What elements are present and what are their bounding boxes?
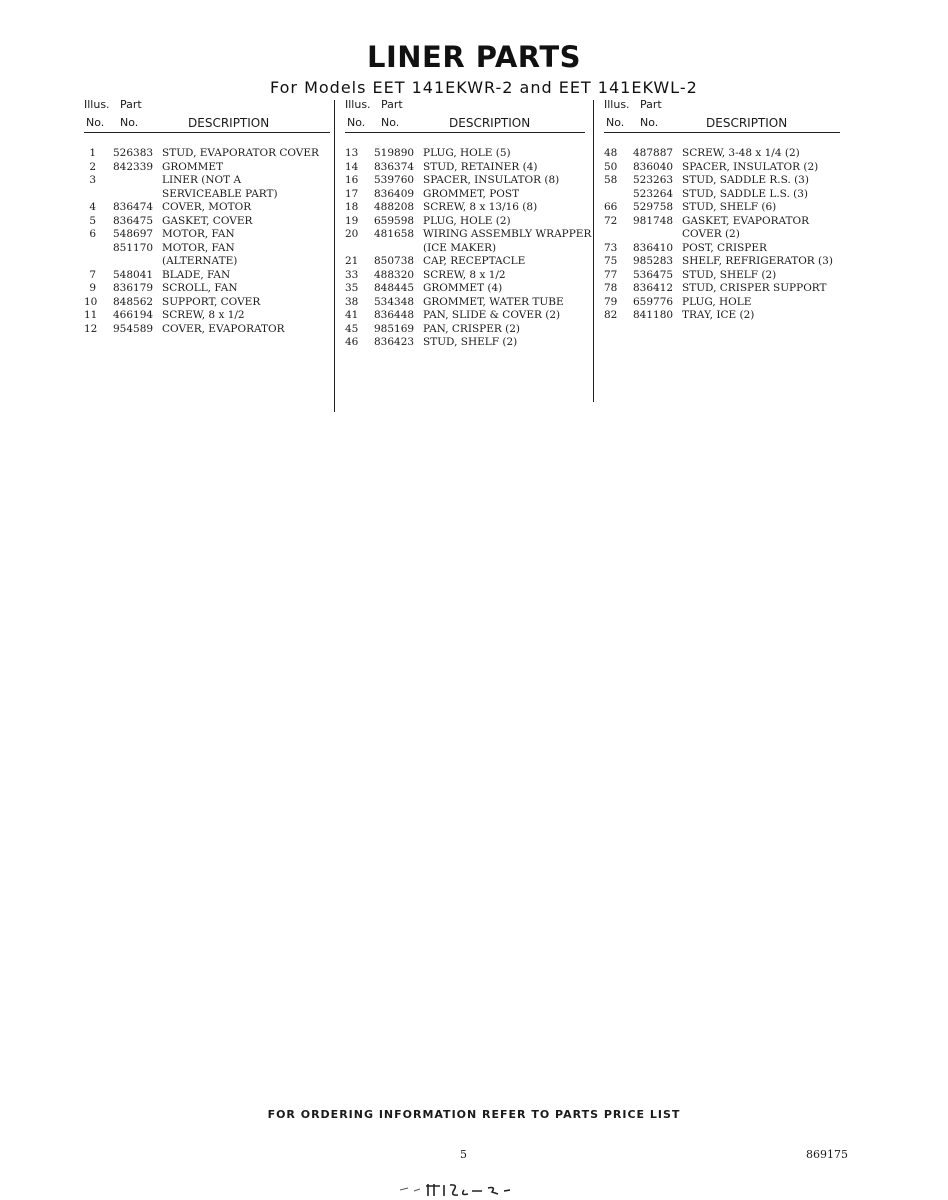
illus-number: 14 xyxy=(345,160,359,173)
parts-row xyxy=(345,282,585,296)
part-description: PAN, SLIDE & COVER (2) xyxy=(423,309,561,321)
parts-row xyxy=(84,201,330,215)
parts-rows xyxy=(84,147,330,336)
part-number: 836040 xyxy=(633,160,674,173)
illus-number: 35 xyxy=(345,282,359,294)
part-description: WIRING ASSEMBLY WRAPPER xyxy=(423,228,592,240)
part-description: PLUG, HOLE (2) xyxy=(423,214,511,227)
part-header-label: Part xyxy=(381,98,403,111)
column-divider xyxy=(334,100,335,412)
part-description: SHELF, REFRIGERATOR (3) xyxy=(682,255,833,267)
illus-number: 72 xyxy=(604,214,618,227)
part-number: 529758 xyxy=(633,201,674,213)
part-description: COVER, EVAPORATOR xyxy=(162,322,285,335)
part-description: MOTOR, FAN xyxy=(162,241,235,254)
illus-number: 5 xyxy=(89,214,96,227)
models-subtitle: For Models EET 141EKWR-2 and EET 141EKWL-2 xyxy=(270,78,698,97)
part-number: 851170 xyxy=(113,241,154,254)
illus-number: 16 xyxy=(345,174,359,186)
part-number: 488208 xyxy=(374,201,415,213)
part-description: STUD, CRISPER SUPPORT xyxy=(682,282,827,294)
parts-row xyxy=(345,336,585,350)
illus-number: 41 xyxy=(345,309,359,321)
illus-number: 20 xyxy=(345,228,359,240)
part-number: 836412 xyxy=(633,282,674,294)
part-description: CAP, RECEPTACLE xyxy=(423,255,526,267)
illus-number: 13 xyxy=(345,147,359,159)
illus-no-header: No. xyxy=(606,116,625,129)
illus-header-label: Illus. xyxy=(345,98,371,111)
part-number: 836475 xyxy=(113,214,154,227)
part-description: PLUG, HOLE (5) xyxy=(423,147,511,159)
parts-row xyxy=(604,201,840,215)
parts-row xyxy=(84,269,330,283)
part-description: SCREW, 8 x 1/2 xyxy=(162,309,245,321)
header-rule xyxy=(84,132,330,133)
part-description: POST, CRISPER xyxy=(682,241,767,254)
parts-row xyxy=(345,309,585,323)
part-description: PAN, CRISPER (2) xyxy=(423,322,521,335)
parts-row xyxy=(604,269,840,283)
illus-number: 77 xyxy=(604,268,618,281)
part-number: 985169 xyxy=(374,322,415,335)
illus-number: 2 xyxy=(89,160,96,173)
parts-row xyxy=(345,269,585,283)
illus-number: 58 xyxy=(604,174,618,186)
parts-row xyxy=(84,228,330,242)
parts-row xyxy=(345,323,585,337)
parts-column-2 xyxy=(345,96,592,350)
part-description: GROMMET, POST xyxy=(423,187,520,200)
illus-no-header: No. xyxy=(347,116,366,129)
part-number: 536475 xyxy=(633,268,674,281)
parts-row xyxy=(84,174,330,188)
part-description: SCREW, 8 x 13/16 (8) xyxy=(423,201,538,213)
part-description: GASKET, EVAPORATOR xyxy=(682,214,810,227)
part-number: 836474 xyxy=(113,201,154,213)
illus-header-label: Illus. xyxy=(604,98,630,111)
part-description: SPACER, INSULATOR (8) xyxy=(423,174,560,186)
part-description: STUD, SADDLE R.S. (3) xyxy=(682,174,809,186)
part-number: 659598 xyxy=(374,214,415,227)
part-no-header: No. xyxy=(120,116,139,129)
illus-number: 11 xyxy=(84,309,98,321)
part-description: STUD, SHELF (6) xyxy=(682,201,777,213)
parts-row xyxy=(84,147,330,161)
part-description: COVER (2) xyxy=(682,228,740,240)
illus-number: 3 xyxy=(89,174,96,186)
part-description: SUPPORT, COVER xyxy=(162,295,261,308)
parts-row xyxy=(84,255,330,269)
parts-column-3 xyxy=(604,96,840,323)
illus-number: 38 xyxy=(345,295,359,308)
illus-number: 75 xyxy=(604,255,618,267)
part-number: 836423 xyxy=(374,336,415,348)
part-number: 836179 xyxy=(113,282,154,294)
part-header-label: Part xyxy=(120,98,142,111)
part-description: STUD, SADDLE L.S. (3) xyxy=(682,187,809,200)
part-description: (ICE MAKER) xyxy=(423,241,497,254)
part-number: 841180 xyxy=(633,309,674,321)
parts-row xyxy=(604,147,840,161)
parts-row xyxy=(604,255,840,269)
part-number: 466194 xyxy=(113,309,154,321)
parts-row xyxy=(345,174,585,188)
parts-row xyxy=(345,228,592,242)
parts-row xyxy=(345,147,585,161)
part-number: 985283 xyxy=(633,255,674,267)
illus-number: 4 xyxy=(89,201,96,213)
illus-number: 79 xyxy=(604,295,618,308)
ordering-note: FOR ORDERING INFORMATION REFER TO PARTS PRICE LIST xyxy=(267,1108,681,1121)
part-number: 836374 xyxy=(374,160,415,173)
part-no-header: No. xyxy=(640,116,659,129)
illus-number: 6 xyxy=(89,228,96,240)
part-description: GROMMET, WATER TUBE xyxy=(423,295,564,308)
parts-row xyxy=(345,161,585,175)
part-description: SCROLL, FAN xyxy=(162,282,238,294)
parts-row xyxy=(84,242,330,256)
header-rule xyxy=(345,132,585,133)
part-number: 488320 xyxy=(374,268,415,281)
page-title: LINER PARTS xyxy=(366,40,581,74)
part-number: 523263 xyxy=(633,174,674,186)
parts-rows xyxy=(604,147,840,323)
parts-row xyxy=(345,255,585,269)
part-description: SPACER, INSULATOR (2) xyxy=(682,160,819,173)
part-number: 842339 xyxy=(113,160,154,173)
illus-number: 1 xyxy=(89,147,96,159)
part-description: SCREW, 3-48 x 1/4 (2) xyxy=(682,147,800,159)
part-number: 539760 xyxy=(374,174,415,186)
parts-row xyxy=(84,161,330,175)
illus-no-header: No. xyxy=(86,116,105,129)
part-description: SCREW, 8 x 1/2 xyxy=(423,268,506,281)
part-number: 836448 xyxy=(374,309,415,321)
part-number: 981748 xyxy=(633,214,674,227)
handwritten-annotation xyxy=(400,1182,550,1200)
part-number: 548041 xyxy=(113,268,154,281)
part-description: STUD, EVAPORATOR COVER xyxy=(162,147,319,159)
part-number: 487887 xyxy=(633,147,674,159)
part-description: LINER (NOT A xyxy=(162,174,242,186)
illus-number: 73 xyxy=(604,241,618,254)
part-number: 848445 xyxy=(374,282,415,294)
illus-number: 78 xyxy=(604,282,618,294)
parts-row xyxy=(604,188,840,202)
parts-row xyxy=(604,174,840,188)
part-description: COVER, MOTOR xyxy=(162,201,252,213)
part-number: 954589 xyxy=(113,322,154,335)
parts-row xyxy=(604,296,840,310)
part-description: PLUG, HOLE xyxy=(682,295,752,308)
illus-number: 18 xyxy=(345,201,359,213)
parts-row xyxy=(604,161,840,175)
parts-row xyxy=(84,282,330,296)
part-description: GROMMET xyxy=(162,160,224,173)
column-header xyxy=(345,96,585,134)
parts-rows xyxy=(345,147,592,350)
description-header: DESCRIPTION xyxy=(449,116,531,130)
illus-number: 33 xyxy=(345,268,359,281)
parts-row xyxy=(345,188,585,202)
illus-number: 19 xyxy=(345,214,359,227)
part-description: STUD, SHELF (2) xyxy=(423,336,518,348)
part-header-label: Part xyxy=(640,98,662,111)
illus-number: 45 xyxy=(345,322,359,335)
column-header xyxy=(604,96,840,134)
part-description: (ALTERNATE) xyxy=(162,255,238,267)
parts-row xyxy=(84,215,330,229)
part-number: 548697 xyxy=(113,228,154,240)
header-rule xyxy=(604,132,840,133)
parts-row xyxy=(84,323,330,337)
parts-row xyxy=(604,228,840,242)
illus-number: 21 xyxy=(345,255,359,267)
parts-row xyxy=(345,242,585,256)
part-description: STUD, RETAINER (4) xyxy=(423,160,538,173)
description-header: DESCRIPTION xyxy=(706,116,788,130)
parts-row xyxy=(345,201,585,215)
parts-row xyxy=(604,309,840,323)
part-number: 526383 xyxy=(113,147,154,159)
part-number: 523264 xyxy=(633,187,674,200)
illus-number: 10 xyxy=(84,295,98,308)
illus-number: 9 xyxy=(89,282,96,294)
parts-row xyxy=(345,296,585,310)
part-number: 836410 xyxy=(633,241,674,254)
illus-number: 48 xyxy=(604,147,618,159)
column-divider xyxy=(593,100,594,402)
parts-row xyxy=(604,242,840,256)
part-number: 481658 xyxy=(374,228,415,240)
parts-row xyxy=(84,309,330,323)
illus-number: 66 xyxy=(604,201,618,213)
parts-row xyxy=(345,215,585,229)
part-number: 850738 xyxy=(374,255,415,267)
part-description: GROMMET (4) xyxy=(423,282,503,294)
part-description: SERVICEABLE PART) xyxy=(162,187,278,200)
illus-header-label: Illus. xyxy=(84,98,110,111)
part-number: 534348 xyxy=(374,295,415,308)
parts-row xyxy=(84,296,330,310)
illus-number: 7 xyxy=(89,268,96,281)
illus-number: 46 xyxy=(345,336,359,348)
part-description: BLADE, FAN xyxy=(162,268,231,281)
illus-number: 17 xyxy=(345,187,359,200)
part-description: TRAY, ICE (2) xyxy=(682,309,755,321)
page-number: 5 xyxy=(460,1148,467,1161)
description-header: DESCRIPTION xyxy=(188,116,270,130)
illus-number: 50 xyxy=(604,160,618,173)
illus-number: 82 xyxy=(604,309,618,321)
part-description: GASKET, COVER xyxy=(162,214,253,227)
parts-row xyxy=(604,215,840,229)
parts-row xyxy=(84,188,330,202)
parts-row xyxy=(604,282,840,296)
part-number: 519890 xyxy=(374,147,415,159)
part-description: STUD, SHELF (2) xyxy=(682,268,777,281)
part-number: 836409 xyxy=(374,187,415,200)
part-description: MOTOR, FAN xyxy=(162,228,235,240)
part-number: 848562 xyxy=(113,295,154,308)
illus-number: 12 xyxy=(84,322,98,335)
parts-column-1 xyxy=(84,96,330,336)
document-number: 869175 xyxy=(806,1148,848,1161)
column-header xyxy=(84,96,330,134)
part-number: 659776 xyxy=(633,295,674,308)
part-no-header: No. xyxy=(381,116,400,129)
